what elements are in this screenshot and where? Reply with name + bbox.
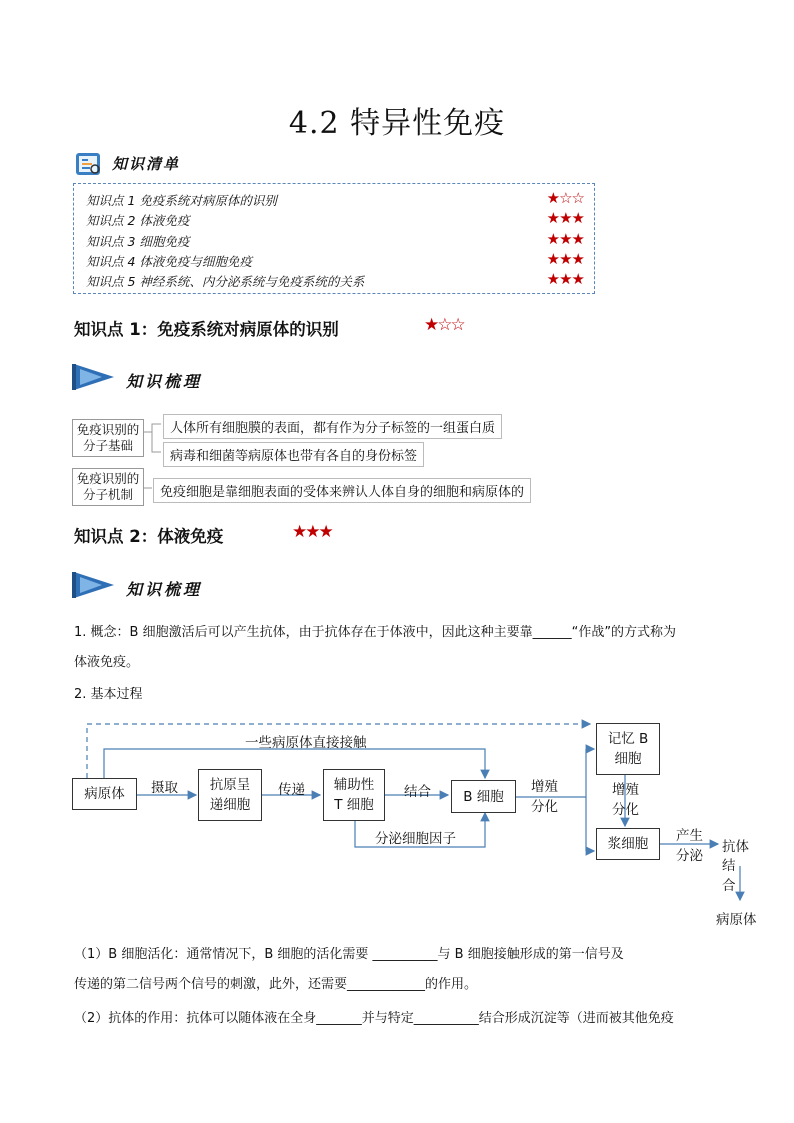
- mindmap-leaf: 免疫细胞是靠细胞表面的受体来辨认人体自身的细胞和病原体的: [153, 478, 531, 503]
- checklist-item-text: 知识点 5 神经系统、内分泌系统与免疫系统的关系: [86, 274, 365, 289]
- checklist-item-text: 知识点 4 体液免疫与细胞免疫: [86, 254, 252, 269]
- difficulty-stars: ★★★: [546, 209, 584, 227]
- flow-node-th-cell: 辅助性T 细胞: [323, 769, 385, 821]
- flow-label: 传递: [278, 782, 305, 798]
- mindmap-leaf: 病毒和细菌等病原体也带有各自的身份标签: [163, 442, 424, 467]
- difficulty-stars: ★☆☆: [546, 189, 584, 207]
- flow-label: 摄取: [151, 780, 178, 796]
- checklist-label: 知识清单: [112, 155, 181, 173]
- difficulty-stars: ★★★: [546, 250, 584, 268]
- flow-node-memory-b: 记忆 B细胞: [596, 723, 660, 775]
- flow-label: 一些病原体直接接触: [245, 735, 367, 751]
- checklist-item-text: 知识点 2 体液免疫: [86, 213, 190, 228]
- knowledge-label: 知识梳理: [126, 372, 203, 391]
- flow-label: 产生分泌: [676, 828, 703, 864]
- paragraph: 体液免疫。: [74, 655, 140, 670]
- paragraph: 2. 基本过程: [74, 687, 143, 702]
- flow-label: 结合: [404, 784, 431, 800]
- section2-heading: 知识点 2：体液免疫: [74, 527, 224, 546]
- flow-label: 增殖分化: [612, 782, 639, 818]
- checklist-item-text: 知识点 1 免疫系统对病原体的识别: [86, 193, 277, 208]
- paragraph: （2）抗体的作用：抗体可以随体液在全身_______并与特定__________结合形成沉淀等（进而被其他免疫: [74, 1011, 674, 1026]
- flow-node-apc: 抗原呈递细胞: [198, 769, 262, 821]
- difficulty-stars: ★★★: [546, 270, 584, 288]
- flow-label: 增殖分化: [531, 779, 558, 815]
- paragraph: （1）B 细胞活化：通常情况下，B 细胞的活化需要 __________与 B 细胞接触形成的第一信号及: [74, 947, 624, 962]
- knowledge-label: 知识梳理: [126, 580, 203, 599]
- flow-node-plasma-cell: 浆细胞: [596, 828, 660, 860]
- section1-heading: 知识点 1：免疫系统对病原体的识别: [74, 320, 339, 339]
- section2-stars: ★★★: [292, 522, 332, 542]
- flow-label-pathogen: 病原体: [716, 912, 757, 928]
- flow-node-b-cell: B 细胞: [451, 780, 516, 813]
- section1-stars: ★☆☆: [424, 315, 464, 335]
- flow-label: 结合: [722, 858, 736, 894]
- mindmap-leaf: 人体所有细胞膜的表面，都有作为分子标签的一组蛋白质: [163, 414, 502, 439]
- paragraph: 传递的第二信号两个信号的刺激，此外，还需要____________的作用。: [74, 977, 478, 992]
- flow-label-antibody: 抗体: [722, 839, 749, 855]
- page-title: 4.2 特异性免疫: [288, 106, 506, 141]
- paragraph: 1. 概念：B 细胞激活后可以产生抗体，由于抗体存在于体液中，因此这种主要靠______“作战”的方式称为: [74, 625, 677, 640]
- flow-label: 分泌细胞因子: [375, 831, 456, 847]
- checklist-item-text: 知识点 3 细胞免疫: [86, 234, 190, 249]
- flow-node-pathogen: 病原体: [72, 778, 137, 810]
- mindmap-node: 免疫识别的分子机制: [72, 468, 144, 506]
- difficulty-stars: ★★★: [546, 230, 584, 248]
- mindmap-node: 免疫识别的分子基础: [72, 419, 144, 457]
